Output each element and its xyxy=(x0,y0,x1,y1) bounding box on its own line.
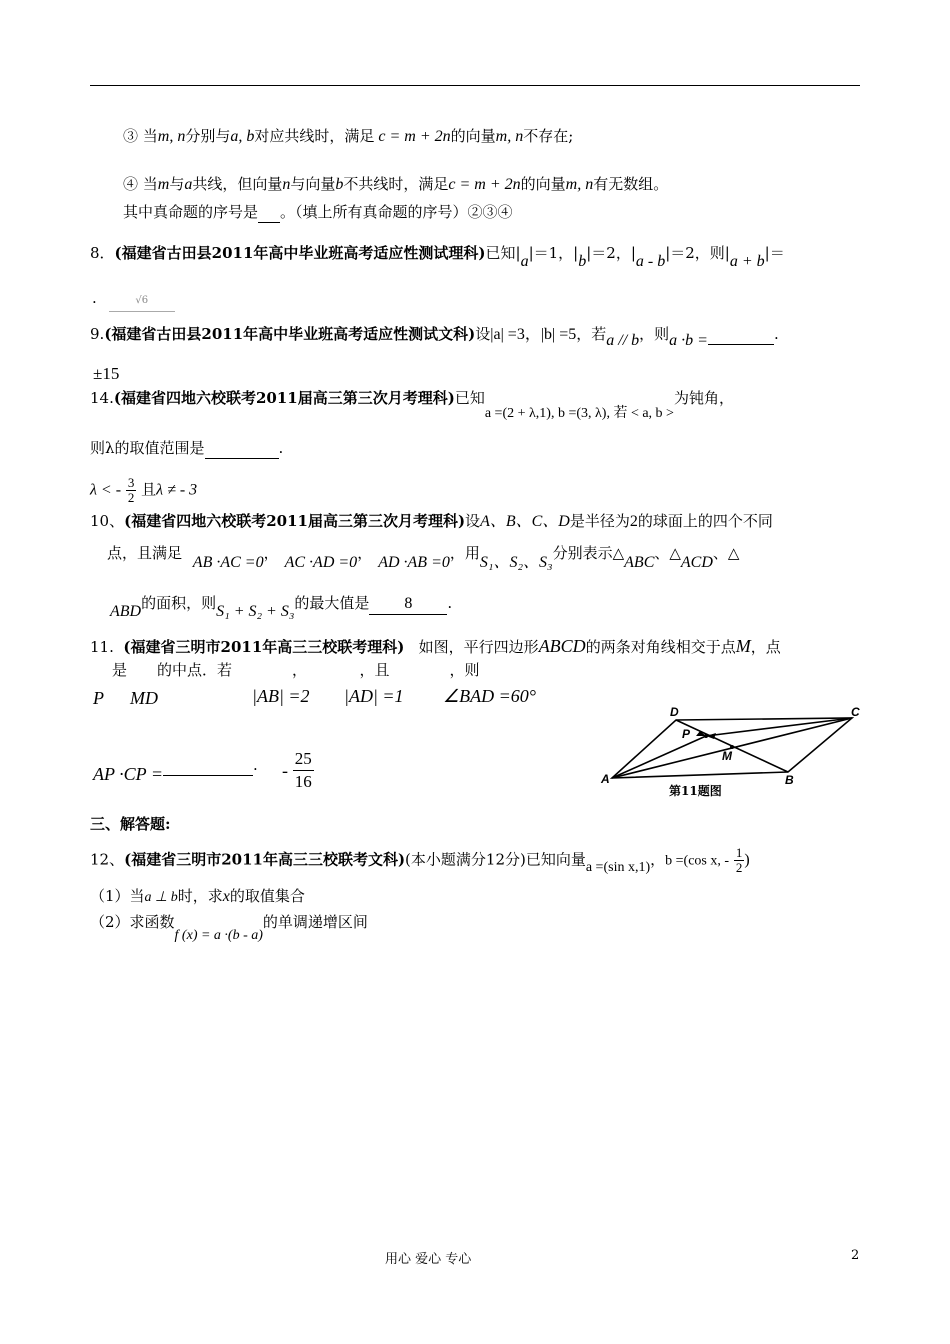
true-propositions: 其中真命题的序号是 。（填上所有真命题的序号）②③④ xyxy=(123,203,513,221)
point-p-dot xyxy=(704,734,708,738)
q14-answer: λ < - $\frac{3}{2}$ 且λ ≠ - 3 xyxy=(90,475,198,505)
q8-answer: √6 xyxy=(109,291,175,312)
q11-ad-length: |AD| =1 xyxy=(344,686,404,706)
question-14: 14.(福建省四地六校联考2011届高三第三次月考理科)已知a =(2 + λ,1), b =(3, λ), 若 < a, b >为钝角， xyxy=(90,389,734,421)
q11-answer-line: AP ·CP = . xyxy=(93,756,258,784)
parallelogram-figure xyxy=(595,700,875,800)
q10-line-2: 点，且满足 AB ·AC =0，AC ·AD =0，AD ·AB =0，用S₁、S₂、S₃分别表示△ABC、△ACD、△ xyxy=(107,544,740,571)
q12-part-1: （1）当a ⊥ b时，求x的取值集合 xyxy=(90,887,305,905)
q11-line-2: 是 的中点．若 ， ，且 ，则 xyxy=(112,661,480,679)
q11-blank xyxy=(163,755,253,776)
q11-ab-length: |AB| =2 xyxy=(252,686,310,706)
q14-blank xyxy=(205,438,279,459)
section-heading: 三、解答题: xyxy=(90,815,171,833)
q11-point-p: P xyxy=(93,688,104,708)
page-number: 2 xyxy=(851,1248,860,1263)
label-b: B xyxy=(785,773,794,787)
q8-answer-line: . √6 xyxy=(92,288,175,312)
label-m: M xyxy=(722,749,732,763)
segment-ap xyxy=(612,736,706,778)
answer-blank xyxy=(258,202,280,223)
q9-blank xyxy=(708,324,774,345)
q11-angle: ∠BAD =60° xyxy=(443,686,536,706)
question-11: 11. (福建省三明市2011年高三三校联考理科) 如图，平行四边形ABCD的两条对角线相交于点M，点 xyxy=(90,636,781,656)
label-d: D xyxy=(670,705,679,719)
item-3: ③ 当m, n分别与a, b对应共线时，满足 c = m + 2n的向量m, n不存在; xyxy=(123,127,574,145)
q14-line-2: 则λ的取值范围是 . xyxy=(90,439,284,457)
label-c: C xyxy=(851,705,860,719)
question-8: 8．(福建省古田县2011年高中毕业班高考适应性测试理科)已知|a|＝1，|b|＝2，|a - b|＝2，则|a + b|＝ xyxy=(90,244,785,270)
segment-cp xyxy=(706,718,852,736)
q12-part-2: （2）求函数f (x) = a ·(b - a)的单调递增区间 xyxy=(90,913,368,943)
question-9: 9.(福建省古田县2011年高中毕业班高考适应性测试文科)设|a| =3，|b| =5，若a // b，则a ·b = . xyxy=(90,325,779,349)
q9-answer: ±15 xyxy=(93,364,120,383)
label-a: A xyxy=(601,772,610,786)
q10-line-3: ABD的面积，则S₁ + S₂ + S₃的最大值是 8 . xyxy=(110,594,453,620)
q11-answer: - $\frac{25}{16}$ xyxy=(282,749,312,791)
item-4: ④ 当m与a共线，但向量n与向量b不共线时，满足c = m + 2n的向量m, n有无数组。 xyxy=(123,175,669,193)
figure-caption: 第11题图 xyxy=(669,784,722,798)
question-10: 10、(福建省四地六校联考2011届高三第三次月考理科)设A、B、C、D是半径为2的球面上的四个不同 xyxy=(90,512,773,530)
header-rule xyxy=(90,85,860,86)
q10-answer: 8 xyxy=(369,594,447,615)
footer-motto: 用心 爱心 专心 xyxy=(385,1252,472,1267)
label-p: P xyxy=(682,727,691,741)
question-12: 12、(福建省三明市2011年高三三校联考文科)(本小题满分12分)已知向量a =(sin x,1)，b =(cos x, - $\frac{1}{2}$ ) xyxy=(90,845,750,875)
q11-segment-md: MD xyxy=(130,688,158,708)
